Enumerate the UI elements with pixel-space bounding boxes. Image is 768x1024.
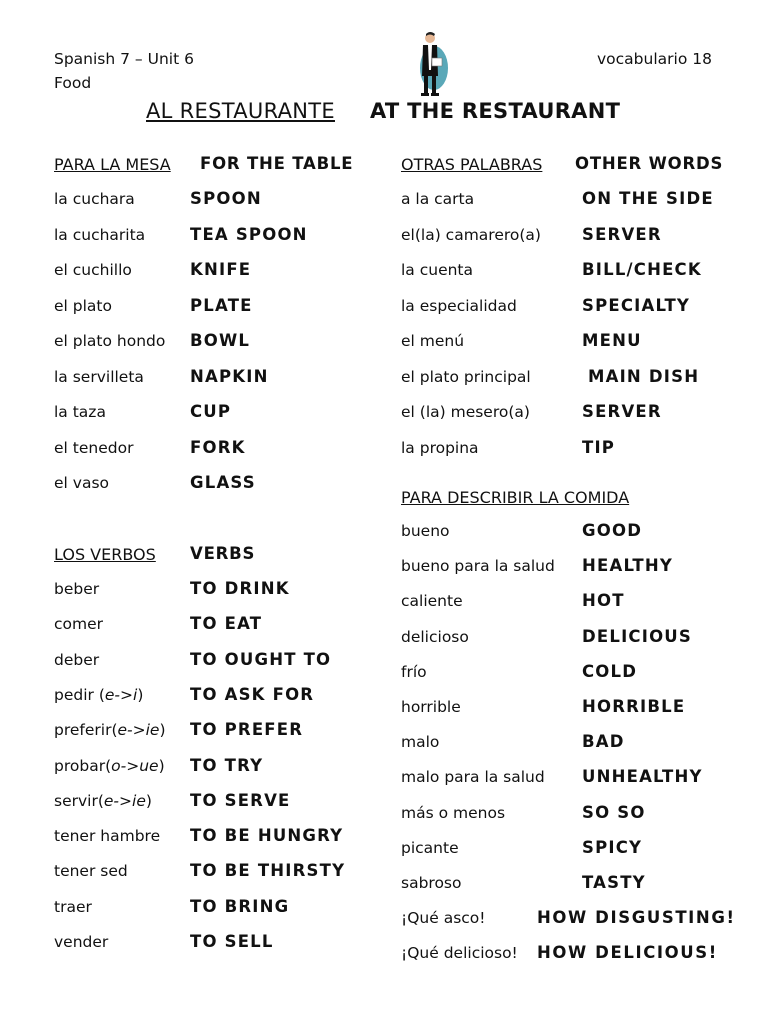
describe-translation: SO SO [582,802,646,822]
table-term [54,439,133,457]
other-translation: SERVER [582,402,662,421]
describe-translation: DELICIOUS [582,626,692,646]
describe-term [401,874,462,892]
verb-term-text: pedir ( [54,685,105,704]
waiter-icon [410,30,454,98]
other-translation: MENU [582,331,642,350]
verb-term-text: vender [54,933,109,951]
other-term-text: la especialidad [401,296,517,315]
table-translation: NAPKIN [190,366,269,386]
other-term [401,226,541,244]
describe-translation: UNHEALTHY [582,767,703,787]
table-term-text: el cuchillo [54,261,132,279]
verb-stem-close: ) [145,791,152,810]
other-translation: SERVER [582,224,662,244]
table-translation: CUP [190,402,232,421]
verb-term-text: beber [54,580,100,598]
describe-translation: HEALTHY [582,556,674,576]
describe-term-text: frío [401,662,427,681]
topic-label: Food [54,74,92,92]
verb-term-text: probar( [54,756,112,775]
table-heading-es: PARA LA MESA [54,155,171,174]
other-term [401,332,464,350]
table-term [54,474,109,492]
describe-term [401,733,439,751]
verb-term [54,651,99,669]
course-label: Spanish 7 – Unit 6 [54,50,194,68]
describe-term-text: malo [401,733,440,752]
table-term [54,261,132,279]
verb-term [54,686,143,704]
table-term-text: la cuchara [54,190,135,208]
verb-term-text: comer [54,615,104,634]
verb-term [54,827,160,845]
describe-term [401,522,450,540]
describe-translation: TASTY [582,873,646,892]
table-term-text: la cucharita [54,225,146,244]
verb-translation: TO SERVE [190,790,291,810]
describe-translation: GOOD [582,521,643,540]
other-translation: BILL/CHECK [582,260,702,279]
describe-term [401,839,459,857]
table-heading-en: FOR THE TABLE [200,154,354,173]
describe-translation: HOT [582,591,625,611]
describe-term [401,768,545,786]
verb-translation: TO BE HUNGRY [190,826,344,846]
verb-term [54,721,166,739]
describe-term-text: bueno para la salud [401,557,555,576]
table-translation: SPOON [190,189,262,208]
verb-translation: TO OUGHT TO [190,649,332,669]
verb-translation: TO DRINK [190,579,290,598]
title-english: AT THE RESTAURANT [370,99,621,123]
verb-term-text: preferir( [54,721,118,740]
describe-term-text: delicioso [401,627,469,646]
describe-term-text: horrible [401,698,461,716]
verb-stem-change: e->i [104,685,138,704]
describe-term [401,944,518,962]
describe-term [401,909,486,927]
other-term-text: el plato principal [401,367,531,386]
verb-translation: TO PREFER [190,720,304,740]
describe-term [401,592,463,610]
verb-translation: TO BRING [190,896,290,916]
table-translation: FORK [190,437,246,457]
other-term-text: a la carta [401,190,475,208]
verb-stem-change: e->ie [117,721,160,740]
table-term [54,368,144,386]
verb-translation: TO EAT [190,614,263,634]
table-term [54,297,112,315]
table-translation: GLASS [190,473,256,492]
verb-term-text: tener sed [54,862,128,881]
other-translation: TIP [582,437,616,457]
vocab-label: vocabulario 18 [597,50,712,68]
verb-term [54,898,92,916]
describe-translation: HOW DELICIOUS! [537,943,718,963]
verb-term [54,933,108,951]
table-translation: TEA SPOON [190,224,308,244]
table-translation: KNIFE [190,260,252,279]
describe-term [401,628,469,646]
table-translation: PLATE [190,295,253,315]
describe-term-text: bueno [401,522,450,540]
table-term-text: la taza [54,403,106,421]
verb-translation: TO SELL [190,932,274,951]
describe-term-text: ¡Qué delicioso! [401,944,518,963]
other-translation: SPECIALTY [582,295,691,315]
verb-term-text: tener hambre [54,827,161,846]
verb-term [54,615,103,633]
describe-term-text: sabroso [401,874,462,892]
other-term [401,439,479,457]
table-term [54,332,165,350]
other-translation: MAIN DISH [588,366,700,386]
other-translation: ON THE SIDE [582,189,714,208]
verbs-heading-es: LOS VERBOS [54,545,156,564]
verb-stem-close: ) [137,685,144,704]
other-heading-es: OTRAS PALABRAS [401,155,543,174]
describe-translation: BAD [582,732,625,752]
verb-stem-close: ) [158,756,165,775]
other-term [401,297,517,315]
title-spanish: AL RESTAURANTE [146,99,335,123]
describe-term [401,557,555,575]
other-term-text: la propina [401,438,479,457]
verb-stem-change: o->ue [111,756,159,775]
verb-term [54,757,165,775]
table-term-text: el tenedor [54,438,134,457]
verb-term [54,862,128,880]
table-term [54,226,145,244]
other-term-text: el menú [401,332,465,350]
verbs-heading-en: VERBS [190,544,256,563]
table-term-text: el plato hondo [54,332,166,350]
table-term [54,403,106,421]
other-term [401,261,473,279]
verb-term [54,792,152,810]
describe-term-text: picante [401,838,459,857]
other-term-text: la cuenta [401,261,474,279]
describe-translation: SPICY [582,837,643,857]
describe-term [401,698,461,716]
verb-stem-change: e->ie [103,791,146,810]
verb-translation: TO BE THIRSTY [190,861,346,881]
describe-translation: HORRIBLE [582,697,686,716]
table-term-text: el plato [54,296,112,315]
other-term [401,368,531,386]
other-term [401,190,474,208]
describe-term-text: ¡Qué asco! [401,909,486,928]
table-term-text: el vaso [54,474,109,492]
table-term [54,190,135,208]
verb-term-text: deber [54,650,100,669]
describe-term-text: más o menos [401,803,506,822]
table-term-text: la servilleta [54,367,144,386]
other-term [401,403,530,421]
verb-translation: TO ASK FOR [190,684,315,704]
verb-term-text: servir( [54,791,104,810]
describe-term-text: malo para la salud [401,768,545,787]
describe-translation: HOW DISGUSTING! [537,908,736,928]
other-term-text: el (la) mesero(a) [401,403,530,421]
describe-heading-es: PARA DESCRIBIR LA COMIDA [401,488,630,507]
describe-term-text: caliente [401,592,463,611]
verb-translation: TO TRY [190,755,264,775]
verb-stem-close: ) [159,721,166,740]
describe-term [401,804,505,822]
describe-translation: COLD [582,661,638,681]
verb-term-text: traer [54,897,92,916]
other-term-text: el(la) camarero(a) [401,225,541,244]
table-translation: BOWL [190,331,251,350]
describe-term [401,663,427,681]
verb-term [54,580,99,598]
other-heading-en: OTHER WORDS [575,154,724,173]
